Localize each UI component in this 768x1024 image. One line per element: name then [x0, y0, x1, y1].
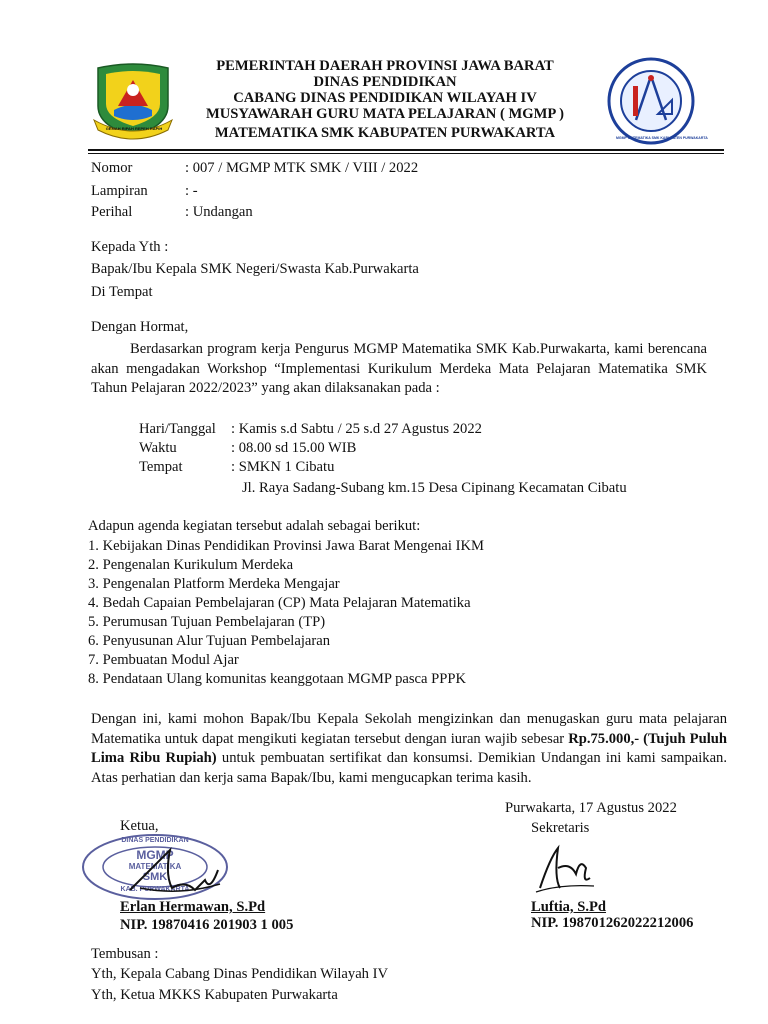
- agenda-item: 5. Perumusan Tujuan Pembelajaran (TP): [88, 614, 326, 630]
- letterhead-rule-thin: [88, 153, 724, 154]
- stamp-line-3: MATEMATIKA: [128, 862, 182, 871]
- cc-line-1: Yth, Kepala Cabang Dinas Pendidikan Wilayah IV: [91, 966, 389, 982]
- address-recipient: Bapak/Ibu Kepala SMK Negeri/Swasta Kab.Purwakarta: [91, 261, 419, 277]
- letterhead-line-2: DINAS PENDIDIKAN: [313, 74, 457, 90]
- agenda-item: 1. Kebijakan Dinas Pendidikan Provinsi Jawa Barat Mengenai IKM: [88, 538, 484, 554]
- perihal-value: : Undangan: [185, 204, 253, 220]
- lampiran-label: Lampiran: [91, 183, 148, 199]
- stamp-line-2: MGMP: [136, 848, 174, 862]
- agenda-item: 7. Pembuatan Modul Ajar: [88, 652, 239, 668]
- chair-nip: NIP. 19870416 201903 1 005: [120, 917, 294, 933]
- event-place-value: : SMKN 1 Cibatu: [231, 459, 335, 475]
- agenda-item: 3. Pengenalan Platform Merdeka Mengajar: [88, 576, 340, 592]
- left-logo-motto: GEMAH RIPAH REPEH RAPIH: [105, 126, 163, 131]
- stamp-line-5: KAB. PURWAKARTA: [120, 886, 190, 893]
- nomor-label: Nomor: [91, 160, 133, 176]
- secretary-signature: [530, 838, 600, 900]
- secretary-name: Luftia, S.Pd: [531, 899, 607, 915]
- letterhead-line-3: CABANG DINAS PENDIDIKAN WILAYAH IV: [233, 90, 537, 106]
- chair-role: Ketua,: [120, 818, 159, 834]
- event-time-value: : 08.00 sd 15.00 WIB: [231, 440, 357, 456]
- address-to: Kepada Yth :: [91, 239, 169, 255]
- mgmp-logo: [606, 56, 708, 146]
- fee-amount: Rp.75.000,- (Tujuh Puluh Lima Ribu Rupiah): [91, 730, 727, 767]
- chair-name: Erlan Hermawan, S.Pd: [120, 899, 266, 915]
- agenda-item: 2. Pengenalan Kurikulum Merdeka: [88, 557, 294, 573]
- event-place-label: Tempat: [139, 459, 183, 475]
- event-time-label: Waktu: [139, 440, 177, 456]
- agenda-intro: Adapun agenda kegiatan tersebut adalah sebagai berikut:: [88, 518, 421, 534]
- agenda-item: 8. Pendataan Ulang komunitas keanggotaan MGMP pasca PPPK: [88, 671, 467, 687]
- perihal-label: Perihal: [91, 204, 133, 220]
- opening-paragraph: Berdasarkan program kerja Pengurus MGMP Matematika SMK Kab.Purwakarta, kami berencana akan mengadakan Workshop “Implementasi Kurikulum Merdeka Mata Pelajaran Matematika SMK Tahun Pelajaran 2022/2023” yang akan dilaksanakan pada :: [91, 341, 707, 397]
- right-logo-text: MGMP MATEMATIKA SMK KABUPATEN PURWAKARTA: [616, 136, 708, 140]
- agenda-item: 6. Penyusunan Alur Tujuan Pembelajaran: [88, 633, 330, 649]
- lampiran-value: : -: [185, 183, 198, 199]
- greeting: Dengan Hormat,: [91, 319, 189, 335]
- stamp-line-4: SMK: [142, 871, 168, 883]
- place-date: Purwakarta, 17 Agustus 2022: [505, 800, 677, 816]
- secretary-role: Sekretaris: [531, 820, 590, 836]
- address-place: Di Tempat: [91, 284, 153, 300]
- closing-text-2: untuk pembuatan sertifikat dan konsumsi. Demikian Undangan ini kami sampaikan. Atas perhatian dan kerja sama Bapak/Ibu, kami mengucapkan terima kasih.: [91, 750, 728, 786]
- closing-paragraph: [91, 710, 727, 788]
- letterhead-rule-thick: [88, 149, 724, 151]
- closing-text-1: Dengan ini, kami mohon Bapak/Ibu Kepala Sekolah mengizinkan dan menugaskan guru mata pelajaran Matematika untuk dapat mengikuti kegiatan tersebut dengan iuran wajib sebesar: [91, 711, 727, 747]
- west-java-logo: [88, 60, 178, 142]
- event-address: Jl. Raya Sadang-Subang km.15 Desa Cipinang Kecamatan Cibatu: [242, 480, 627, 496]
- agenda-item: 4. Bedah Capaian Pembelajaran (CP) Mata Pelajaran Matematika: [88, 595, 471, 611]
- event-date-label: Hari/Tanggal: [139, 421, 216, 437]
- secretary-nip: NIP. 198701262022212006: [531, 915, 694, 931]
- stamp-line-1: DINAS PENDIDIKAN: [121, 837, 189, 844]
- chair-signature: [110, 840, 230, 900]
- letterhead-line-5: MATEMATIKA SMK KABUPATEN PURWAKARTA: [214, 125, 556, 141]
- nomor-value: : 007 / MGMP MTK SMK / VIII / 2022: [185, 160, 419, 176]
- letterhead-line-1: PEMERINTAH DAERAH PROVINSI JAWA BARAT: [216, 58, 554, 74]
- cc-line-2: Yth, Ketua MKKS Kabupaten Purwakarta: [91, 987, 338, 1003]
- event-date-value: : Kamis s.d Sabtu / 25 s.d 27 Agustus 2022: [231, 421, 482, 437]
- cc-label: Tembusan :: [91, 946, 159, 962]
- letterhead-line-4: MUSYAWARAH GURU MATA PELAJARAN ( MGMP ): [205, 106, 565, 122]
